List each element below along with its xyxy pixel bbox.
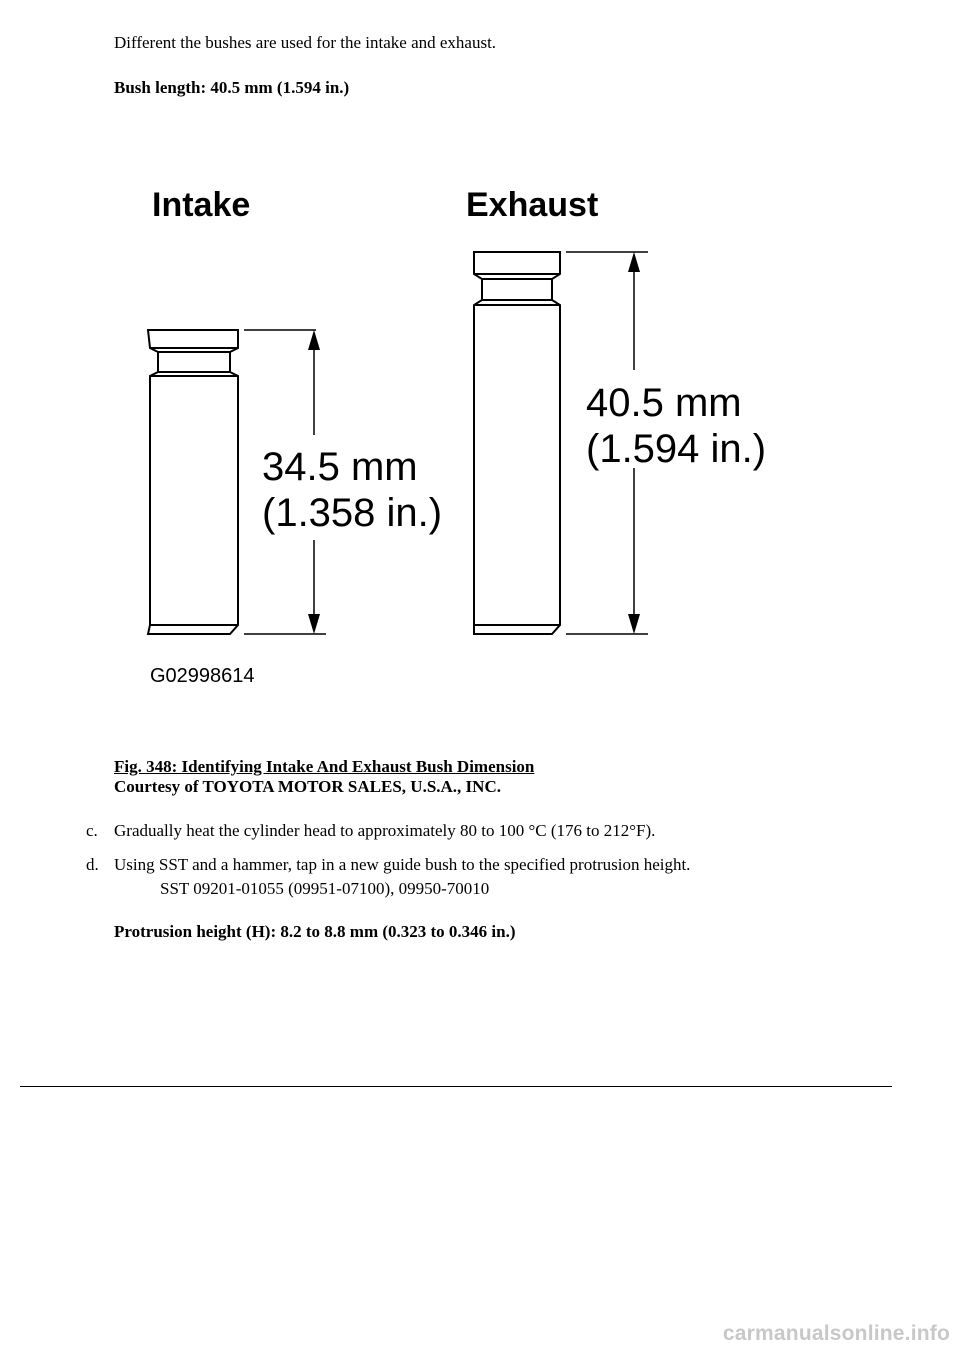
intro-sentence: Different the bushes are used for the intake and exhaust. bbox=[114, 33, 497, 52]
figure-caption: Fig. 348: Identifying Intake And Exhaust Bush Dimension bbox=[114, 757, 535, 776]
step-d-text: Using SST and a hammer, tap in a new guide bush to the specified protrusion height. bbox=[114, 855, 691, 874]
exhaust-dimension-in: (1.594 in.) bbox=[586, 427, 767, 471]
step-d-marker: d. bbox=[86, 855, 99, 874]
intake-label: Intake bbox=[152, 186, 251, 224]
intake-bush-drawing bbox=[148, 330, 238, 634]
intake-dimension-in: (1.358 in.) bbox=[262, 491, 443, 535]
footer-watermark: carmanualsonline.info bbox=[722, 1322, 950, 1345]
exhaust-label: Exhaust bbox=[466, 186, 599, 224]
bush-length-spec: Bush length: 40.5 mm (1.594 in.) bbox=[114, 78, 350, 97]
step-c-marker: c. bbox=[86, 821, 98, 840]
step-c-text: Gradually heat the cylinder head to approximately 80 to 100 °C (176 to 212°F). bbox=[114, 821, 656, 840]
figure-courtesy: Courtesy of TOYOTA MOTOR SALES, U.S.A., INC. bbox=[114, 777, 501, 796]
figure-code: G02998614 bbox=[150, 665, 255, 687]
page-bottom-rule bbox=[20, 1086, 892, 1087]
sst-numbers: SST 09201-01055 (09951-07100), 09950-70010 bbox=[160, 879, 490, 898]
protrusion-height-spec: Protrusion height (H): 8.2 to 8.8 mm (0.323 to 0.346 in.) bbox=[114, 922, 516, 941]
bush-dimension-figure bbox=[140, 170, 780, 690]
intake-dimension-mm: 34.5 mm bbox=[262, 445, 418, 489]
exhaust-bush-drawing bbox=[474, 252, 560, 634]
exhaust-dimension-mm: 40.5 mm bbox=[586, 381, 742, 425]
